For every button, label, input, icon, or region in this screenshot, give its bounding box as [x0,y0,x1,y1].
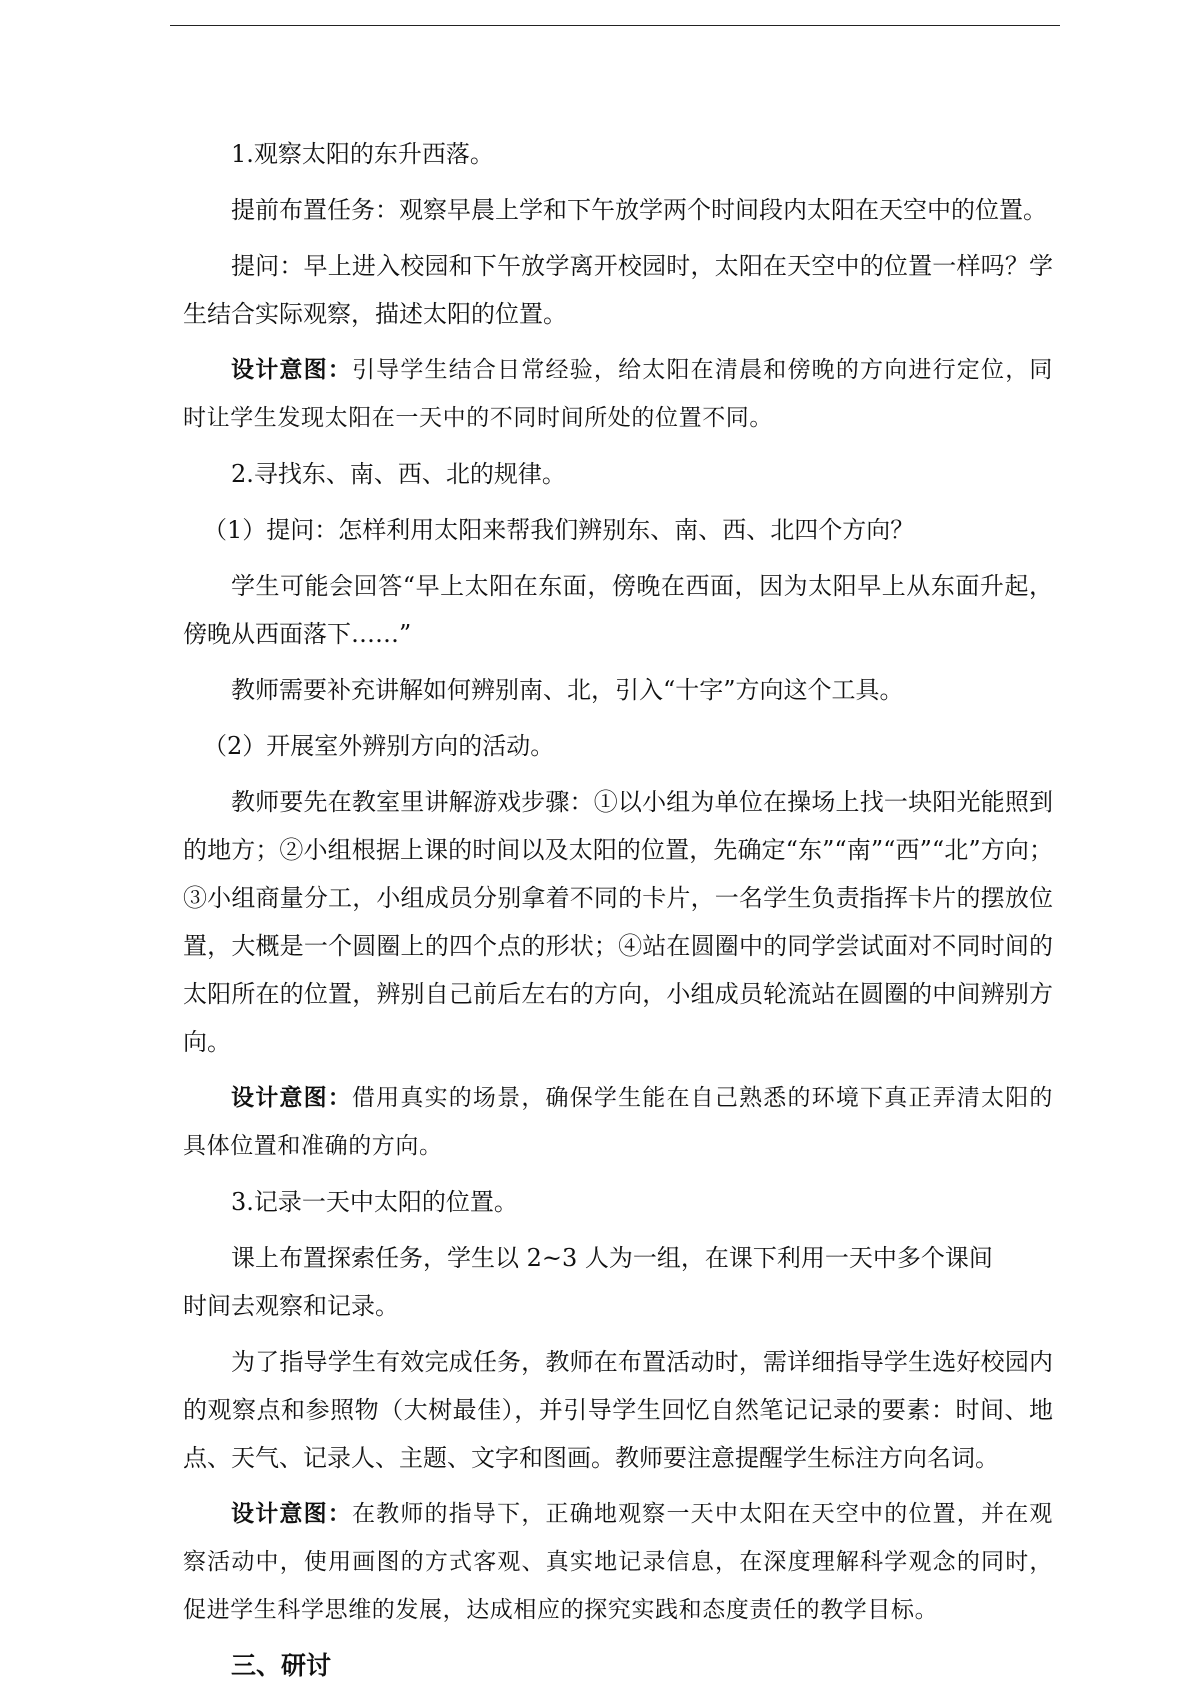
explore-task-line-1: 课上布置探索任务，学生以 2~3 人为一组，在课下利用一天中多个课间 [231,1244,993,1272]
document-body [183,130,1053,1690]
design-intent-1 [183,346,1053,442]
step3-heading: 3.记录一天中太阳的位置。 [231,1188,518,1216]
section-discussion-heading: 三、研讨 [231,1651,332,1680]
paragraph-teacher-supplement: 教师需要补充讲解如何辨别南、北，引入“十字”方向这个工具。 [231,676,904,704]
design-intent-label: 设计意图： [231,1084,352,1111]
header-rule [170,25,1060,26]
paragraph-question-directions: （1）提问：怎样利用太阳来帮我们辨别东、南、西、北四个方向？ [203,516,915,544]
design-intent-label: 设计意图： [231,1500,352,1527]
paragraph-outdoor-activity: （2）开展室外辨别方向的活动。 [203,732,555,760]
paragraph-explore-task [183,1234,1053,1330]
design-intent-3 [183,1490,1053,1634]
step1-heading: 1.观察太阳的东升西落。 [231,140,494,168]
paragraph-preassign-task: 提前布置任务：观察早晨上学和下午放学两个时间段内太阳在天空中的位置。 [231,196,1047,224]
paragraph-game-steps: 教师要先在教室里讲解游戏步骤：①以小组为单位在操场上找一块阳光能照到的地方；②小组根据上课的时间以及太阳的位置，先确定“东”“南”“西”“北”方向；③小组商量分工，小组成员分别拿着不同的卡片，一名学生负责指挥卡片的摆放位置，大概是一个圆圈上的四个点的形状；④站在圆圈中的同学尝试面对不同时间的太阳所在的位置，辨别自己前后左右的方向，小组成员轮流站在圆圈的中间辨别方向。 [183,788,1053,1056]
design-intent-text: 借用真实的场景，确保学生能在自己熟悉的环境下真正弄清太阳的具体位置和准确的方向。 [183,1085,1053,1159]
paragraph-question-sun-position: 提问：早上进入校园和下午放学离开校园时，太阳在天空中的位置一样吗？学生结合实际观察，描述太阳的位置。 [183,252,1053,328]
design-intent-text: 引导学生结合日常经验，给太阳在清晨和傍晚的方向进行定位，同时让学生发现太阳在一天中的不同时间所处的位置不同。 [183,357,1053,431]
paragraph-student-answer: 学生可能会回答“早上太阳在东面，傍晚在西面，因为太阳早上从东面升起，傍晚从西面落下……” [183,572,1053,648]
design-intent-2 [183,1074,1053,1170]
explore-task-line-2: 时间去观察和记录。 [183,1292,399,1320]
design-intent-text: 在教师的指导下，正确地观察一天中太阳在天空中的位置，并在观察活动中，使用画图的方式客观、真实地记录信息，在深度理解科学观念的同时，促进学生科学思维的发展，达成相应的探究实践和态度责任的教学目标。 [183,1501,1053,1623]
paragraph-guidance: 为了指导学生有效完成任务，教师在布置活动时，需详细指导学生选好校园内的观察点和参照物（大树最佳），并引导学生回忆自然笔记记录的要素：时间、地点、天气、记录人、主题、文字和图画。教师要注意提醒学生标注方向名词。 [183,1348,1053,1472]
design-intent-label: 设计意图： [231,356,352,383]
step2-heading: 2.寻找东、南、西、北的规律。 [231,460,566,488]
